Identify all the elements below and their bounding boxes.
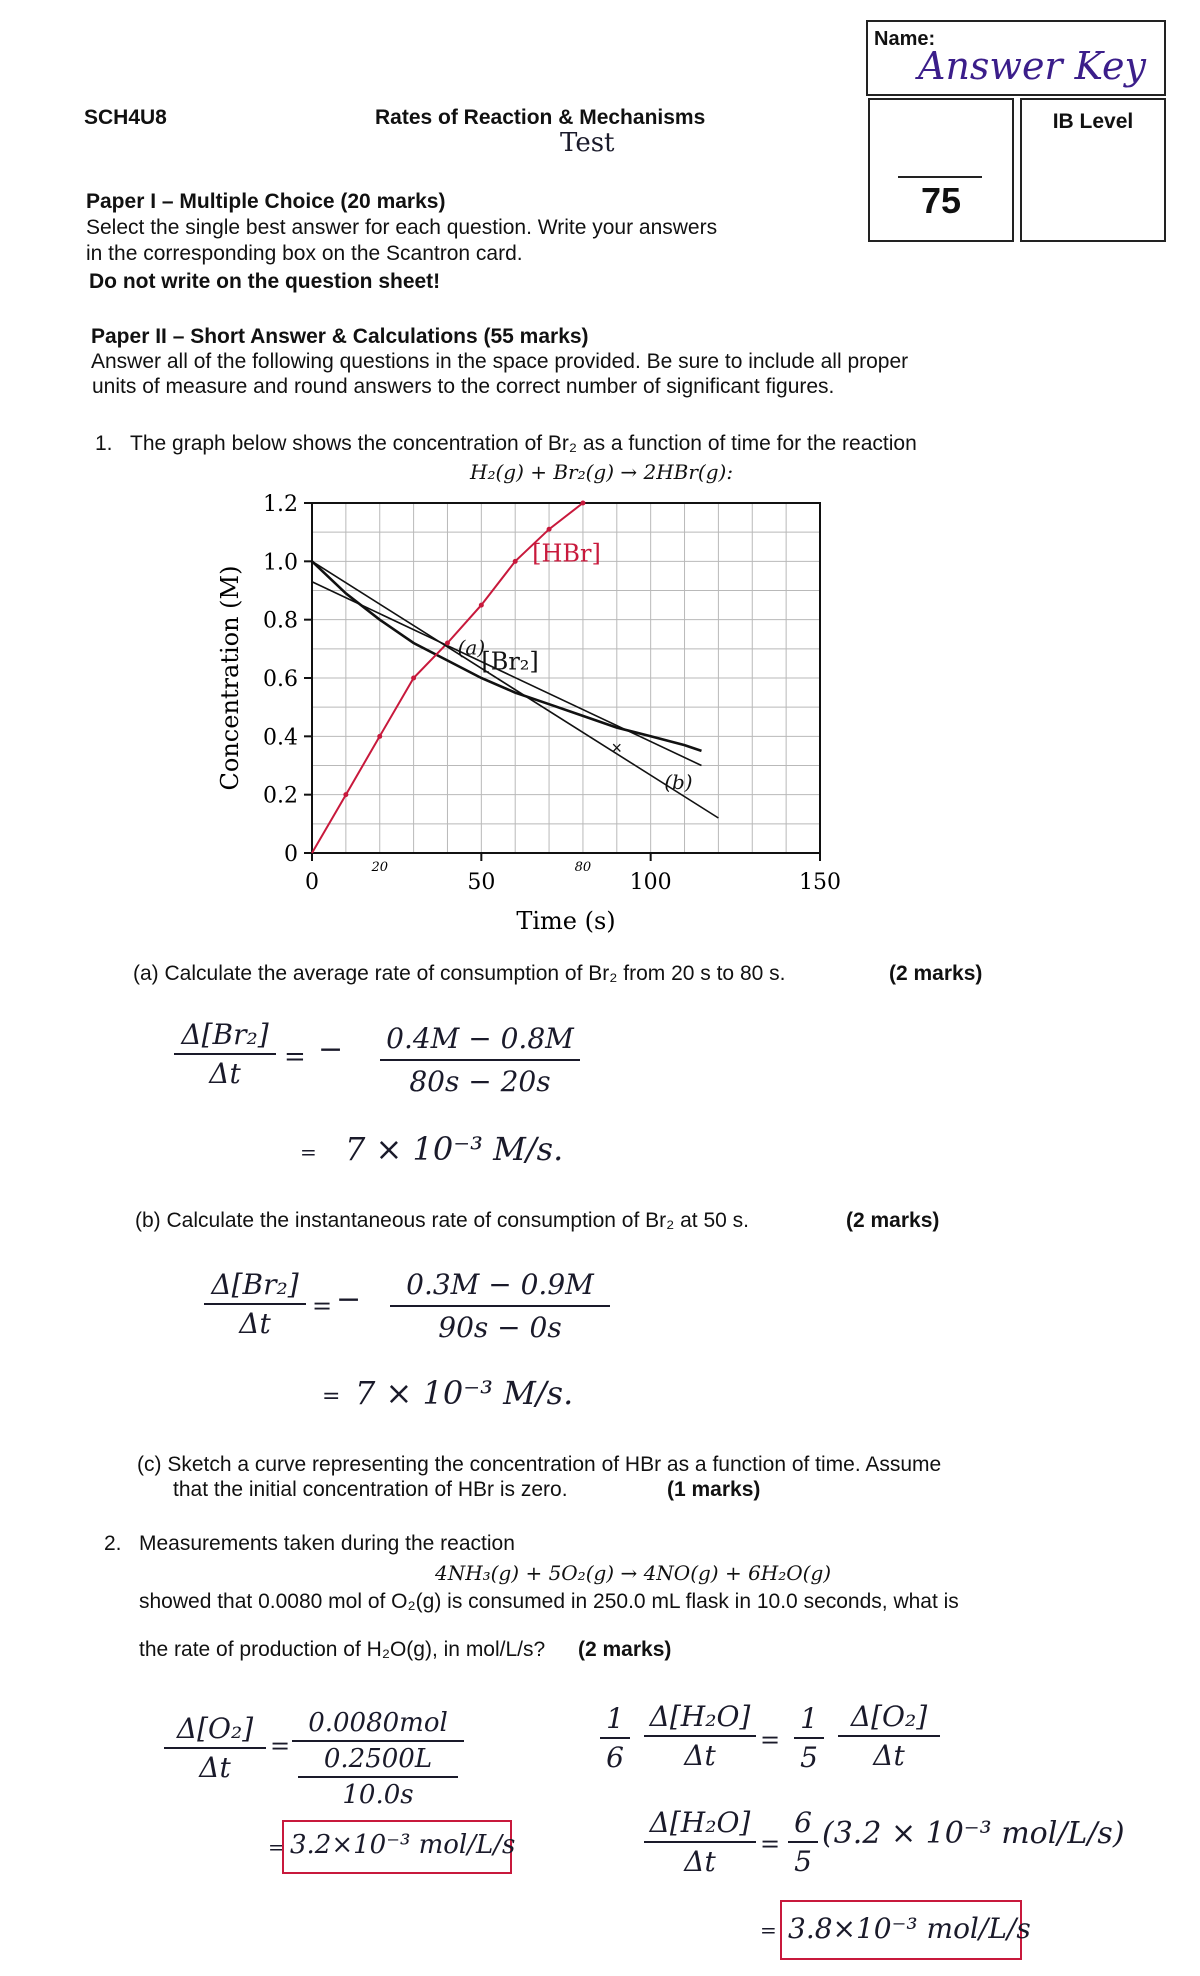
- q2w2-frac2-bar: [838, 1735, 940, 1737]
- q2w1-answer-box: [282, 1820, 516, 1874]
- q1a-bar: [380, 1059, 580, 1061]
- q1b-bar: [390, 1305, 610, 1307]
- q2-marks: (2 marks): [578, 1638, 672, 1661]
- q1b-lhs-bar: [204, 1303, 306, 1305]
- q1a-marks: (2 marks): [889, 962, 983, 985]
- q1a-den: 80s − 20s: [409, 1065, 551, 1098]
- q1-number: 1.: [95, 432, 113, 455]
- y-tick-label: 0.6: [263, 667, 298, 692]
- q2w1-lhs-den: Δt: [199, 1751, 231, 1784]
- q2w2-frac2-den: Δt: [873, 1739, 905, 1772]
- q2w2-c: 1: [800, 1702, 818, 1735]
- q1b-lhs-den: Δt: [239, 1307, 271, 1340]
- q1a-lhs-bar: [174, 1053, 276, 1055]
- hbr-point: [411, 676, 416, 681]
- q2w3-equals: =: [760, 1830, 781, 1858]
- paper1-line1: Select the single best answer for each question. Write your answers: [86, 216, 718, 239]
- q1c-text2: that the initial concentration of HBr is zero.: [173, 1478, 568, 1501]
- q1c-marks: (1 marks): [667, 1478, 761, 1501]
- q2w1-bot: 10.0s: [342, 1780, 414, 1810]
- series-label-br2: [Br₂]: [481, 647, 539, 676]
- q1b-marks: (2 marks): [846, 1209, 940, 1232]
- q2w2-equals: =: [760, 1726, 781, 1754]
- q2w3-lhs-bar: [644, 1841, 756, 1843]
- paper2-line1: Answer all of the following questions in the space provided. Be sure to include all proper: [91, 350, 909, 373]
- q1b-lhs-num: Δ[Br₂]: [211, 1268, 299, 1301]
- q2w2-frac1-num: Δ[H₂O]: [649, 1700, 751, 1733]
- q2w3-expression: (3.2 × 10⁻³ mol/L/s): [822, 1816, 1125, 1851]
- q2-equation: 4NH₃(g) + 5O₂(g) → 4NO(g) + 6H₂O(g): [435, 1561, 832, 1585]
- q2-text1: Measurements taken during the reaction: [139, 1532, 515, 1555]
- q2w2-coeff1: [600, 1702, 630, 1774]
- hbr-point: [580, 501, 585, 506]
- q1b-minus: −: [336, 1282, 362, 1317]
- x-tick-label: 150: [799, 870, 841, 895]
- q1b-text: (b) Calculate the instantaneous rate of consumption of Br₂ at 50 s.: [135, 1209, 749, 1232]
- score-line: [898, 176, 982, 178]
- q1b-lhs: [200, 1268, 310, 1340]
- hbr-point: [343, 792, 348, 797]
- x-tick-label: 100: [629, 870, 672, 895]
- q2w3-result-equals: =: [760, 1918, 777, 1942]
- test-title-handwritten: Test: [560, 128, 615, 158]
- q2w1-lhs-num: Δ[O₂]: [176, 1712, 254, 1745]
- hbr-point: [547, 527, 552, 532]
- q1a-lhs-den: Δt: [209, 1057, 241, 1090]
- course-code: SCH4U8: [84, 106, 167, 129]
- paper1-line2: in the corresponding box on the Scantron card.: [86, 242, 523, 265]
- annotation-b: (b): [664, 769, 693, 794]
- q1a-lhs-num: Δ[Br₂]: [181, 1018, 269, 1051]
- y-tick-label: 1.2: [263, 492, 298, 517]
- q2w3-lhs-num: Δ[H₂O]: [649, 1806, 751, 1839]
- name-label: Name:: [874, 28, 936, 50]
- hbr-point: [513, 559, 518, 564]
- q1a-result-equals: =: [300, 1140, 317, 1164]
- q1b-result-equals: =: [322, 1384, 341, 1409]
- name-box: [866, 20, 1166, 96]
- hbr-point: [377, 734, 382, 739]
- q2w2-bar-a: [600, 1737, 630, 1739]
- q2w1-bar1: [292, 1740, 464, 1742]
- q1-text: The graph below shows the concentration of Br₂ as a function of time for the reaction: [130, 432, 917, 455]
- q2w1-result-equals: =: [268, 1835, 285, 1859]
- level-label: IB Level: [1052, 110, 1134, 133]
- q2w3-lhs-den: Δt: [684, 1845, 716, 1878]
- q2w1-bar2: [298, 1776, 458, 1778]
- q2w1-top: 0.0080mol: [308, 1708, 448, 1738]
- q2w2-bar-c: [794, 1737, 824, 1739]
- y-tick-label: 0.4: [263, 725, 298, 751]
- q2w2-frac2-num: Δ[O₂]: [850, 1700, 928, 1733]
- q2w1-lhs: [160, 1712, 270, 1784]
- q2w2-frac1-den: Δt: [684, 1739, 716, 1772]
- q2-text2: showed that 0.0080 mol of O₂(g) is consumed in 250.0 mL flask in 10.0 seconds, what is: [139, 1590, 959, 1613]
- annotation-a: (a): [457, 635, 486, 660]
- q2w1-lhs-bar: [164, 1747, 266, 1749]
- q2w3-coeff: [788, 1806, 818, 1878]
- paper1-heading: Paper I – Multiple Choice (20 marks): [86, 190, 446, 213]
- q2w3-coeff-bar: [788, 1841, 818, 1843]
- q2w3-answer-box: [780, 1900, 1031, 1960]
- q1a-fraction: [360, 1022, 600, 1098]
- q1b-result: 7 × 10⁻³ M/s.: [355, 1374, 574, 1412]
- q2w1-mid: 0.2500L: [323, 1744, 433, 1774]
- q1a-minus: −: [318, 1032, 344, 1067]
- q1-equation: H₂(g) + Br₂(g) → 2HBr(g):: [470, 460, 734, 484]
- x-tick-label: 0: [305, 870, 319, 895]
- q1a-equals: =: [284, 1042, 306, 1072]
- q2w2-a: 1: [606, 1702, 624, 1735]
- y-tick-label: 1.0: [263, 550, 298, 576]
- level-box: [1020, 98, 1166, 242]
- q2w2-d: 5: [800, 1741, 818, 1774]
- paper1-warning: Do not write on the question sheet!: [89, 270, 441, 293]
- q2w1-result: 3.2×10⁻³ mol/L/s: [290, 1830, 516, 1860]
- x-tick-label: 50: [467, 870, 496, 895]
- q2w3-coeff-num: 6: [794, 1806, 812, 1839]
- q2-number: 2.: [104, 1532, 122, 1555]
- q2w2-b: 6: [606, 1741, 624, 1774]
- series-label-hbr: [HBr]: [532, 539, 601, 568]
- q1a-lhs: [170, 1018, 280, 1090]
- q2w1-fraction: [288, 1708, 468, 1810]
- q1b-den: 90s − 0s: [438, 1311, 562, 1344]
- q1b-num: 0.3M − 0.9M: [406, 1268, 594, 1301]
- hand-tick-label: 80: [574, 860, 592, 875]
- q1a-num: 0.4M − 0.8M: [386, 1022, 574, 1055]
- q2-text3: the rate of production of H₂O(g), in mol/L/s?: [139, 1638, 546, 1661]
- q2w3-lhs: [640, 1806, 760, 1878]
- q2w1-equals: =: [270, 1732, 291, 1760]
- paper2-heading: Paper II – Short Answer & Calculations (55 marks): [91, 325, 589, 348]
- hand-tick-label: 20: [371, 860, 389, 875]
- q2w2-frac1-bar: [644, 1735, 756, 1737]
- concentration-chart: [200, 488, 860, 938]
- q1c-text1: (c) Sketch a curve representing the concentration of HBr as a function of time. Assume: [137, 1453, 942, 1476]
- y-tick-label: 0.2: [263, 783, 298, 809]
- x-axis-label: Time (s): [516, 907, 616, 935]
- q1b-equals: =: [312, 1292, 333, 1320]
- hbr-point: [445, 641, 450, 646]
- score-value: 75: [920, 180, 962, 221]
- score-box: [868, 98, 1014, 242]
- y-tick-label: 0: [284, 842, 298, 867]
- cross-mark: ×: [611, 737, 623, 758]
- q2w2-frac1: [640, 1700, 760, 1772]
- q1a-result: 7 × 10⁻³ M/s.: [345, 1130, 564, 1168]
- paper2-line2: units of measure and round answers to the correct number of significant figures.: [92, 375, 835, 398]
- q2w3-result: 3.8×10⁻³ mol/L/s: [788, 1912, 1031, 1945]
- test-title: Rates of Reaction & Mechanisms: [375, 106, 706, 129]
- q1b-fraction: [380, 1268, 620, 1344]
- q2w2-frac2: [834, 1700, 944, 1772]
- q2w3-coeff-den: 5: [794, 1845, 812, 1878]
- name-value: Answer Key: [918, 44, 1146, 88]
- q2w2-coeff2: [794, 1702, 824, 1774]
- q1a-text: (a) Calculate the average rate of consumption of Br₂ from 20 s to 80 s.: [133, 962, 786, 985]
- hbr-point: [479, 603, 484, 608]
- y-tick-label: 0.8: [263, 608, 298, 634]
- y-axis-label: Concentration (M): [216, 565, 244, 791]
